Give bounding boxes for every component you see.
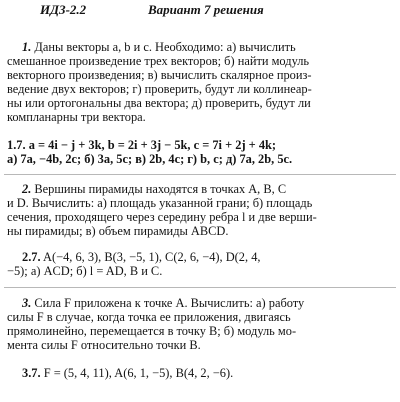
task1-item-questions: а) 7a, −4b, 2c; б) 3a, 5c; в) 2b, 4c; г) b, c; д) 7a, 2b, 5c.	[7, 152, 293, 166]
task2-line-3: ны пирамиды; в) объем пирамиды ABCD.	[7, 224, 229, 238]
task1-number: 1.	[22, 40, 32, 54]
task2-line-1: и D. Вычислить: а) площадь указанной грани; б) площадь	[7, 196, 313, 210]
task3-number: 3.	[22, 296, 32, 310]
task2-item-points: A(−4, 6, 3), B(3, −5, 1), C(2, 6, −4), D(2, 4,	[43, 250, 261, 264]
task1-item-line-1	[7, 152, 292, 167]
task2-line-0	[22, 182, 286, 197]
task1-item-line-0	[7, 138, 276, 153]
task1-item-number: 1.7.	[7, 138, 26, 152]
separator	[4, 174, 396, 175]
task1-line-4: ны или ортогональны два вектора; д) проверить, будут ли	[7, 96, 311, 110]
task3-line-2: прямолинейно, перемещается в точку B; б) модуль мо-	[7, 324, 297, 338]
task3-item-data: F = (5, 4, 11), A(6, 1, −5), B(4, 2, −6).	[43, 366, 234, 380]
separator	[4, 287, 396, 288]
task2-text: Вершины пирамиды находятся в точках A, B, C	[34, 182, 287, 196]
task3-line-3: мента силы F относительно точки B.	[7, 338, 201, 352]
task1-line-5: компланарны три вектора.	[7, 110, 146, 124]
task1-text: Даны векторы a, b и c. Необходимо: а) вычислить	[34, 40, 296, 54]
task1-line-1: смешанное произведение трех векторов; б) найти модуль	[7, 54, 310, 68]
task2-number: 2.	[22, 182, 32, 196]
task1-item-vectors: a = 4i − j + 3k, b = 2i + 3j − 5k, c = 7i + 2j + 4k;	[28, 138, 277, 152]
task2-line-2: сечения, проходящего через середину ребра l и две верши-	[7, 210, 317, 224]
task3-item-line-0	[22, 366, 233, 381]
task3-line-0	[22, 296, 304, 311]
task1-line-0	[22, 40, 296, 55]
task3-item-number: 3.7.	[22, 366, 41, 380]
task2-item-line-0	[22, 250, 261, 265]
task3-text: Сила F приложена к точке A. Вычислить: а) работу	[34, 296, 305, 310]
task2-item-line-1: −5); а) ACD; б) l = AD, B и C.	[7, 264, 163, 278]
assignment-code: ИДЗ-2.2	[40, 2, 87, 17]
task3-line-1: силы F в случае, когда точка ее приложения, двигаясь	[7, 310, 291, 324]
task1-line-2: векторного произведения; в) вычислить скалярное произ-	[7, 68, 312, 82]
task2-item-number: 2.7.	[22, 250, 41, 264]
task1-line-3: ведение двух векторов; г) проверить, будут ли коллинеар-	[7, 82, 312, 96]
variant-title: Вариант 7 решения	[148, 2, 264, 17]
